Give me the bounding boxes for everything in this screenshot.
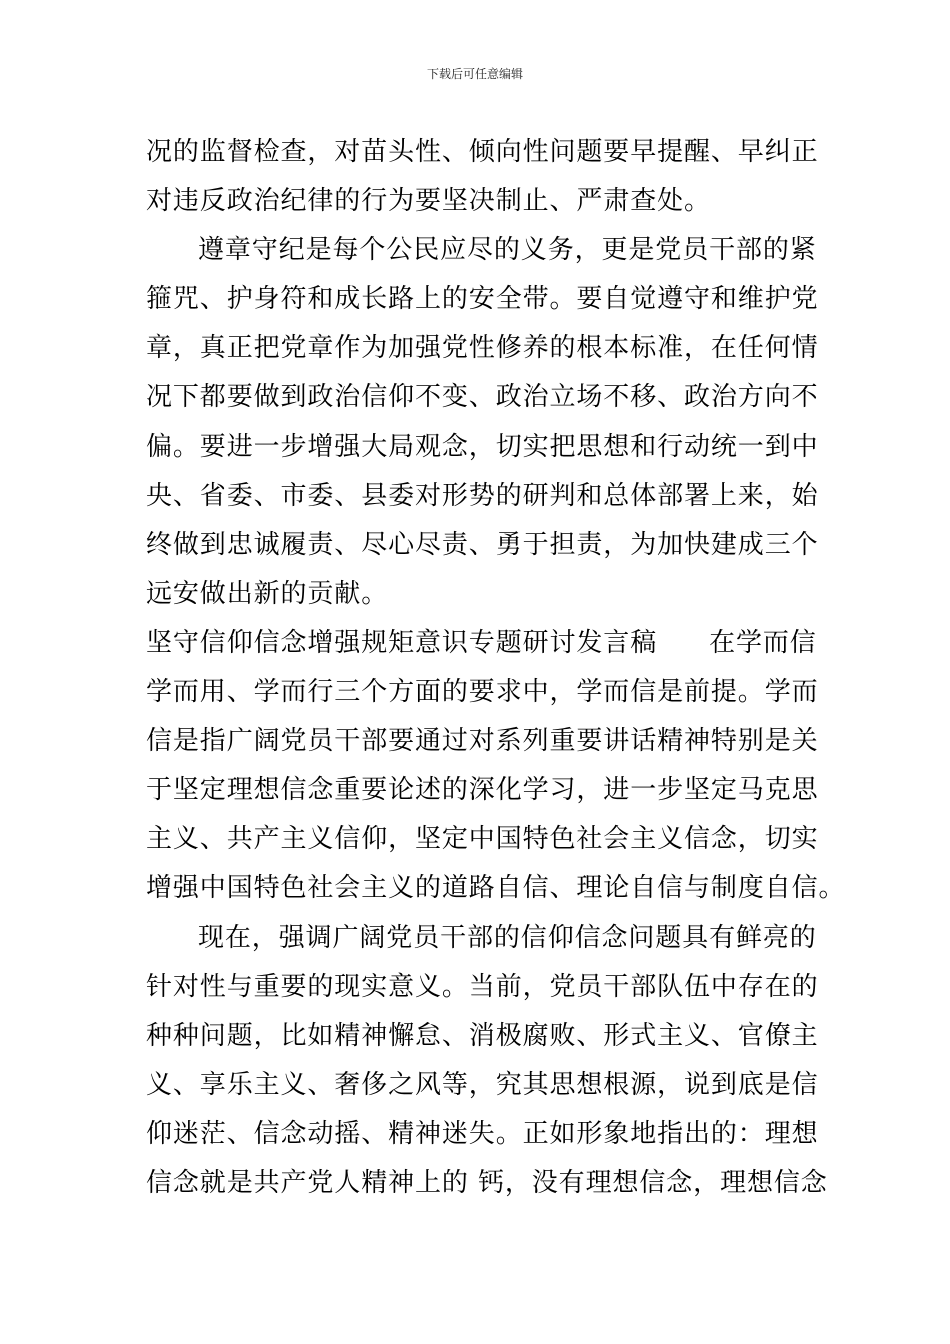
text-line-20: 义、享乐主义、奢侈之风等，究其思想根源，说到底是信 <box>146 1069 819 1100</box>
text-line-22: 信念就是共产党人精神上的 钙，没有理想信念，理想信念 <box>146 1167 828 1198</box>
text-line-14: 于坚定理想信念重要论述的深化学习，进一步坚定马克思 <box>146 775 819 806</box>
text-line-19: 种种问题，比如精神懈怠、消极腐败、形式主义、官僚主 <box>146 1020 819 1051</box>
section-heading: 坚守信仰信念增强规矩意识专题研讨发言稿 <box>146 627 658 658</box>
text-line-18: 针对性与重要的现实意义。当前，党员干部队伍中存在的 <box>146 971 819 1002</box>
text-line-4: 箍咒、护身符和成长路上的安全带。要自觉遵守和维护党 <box>146 284 819 315</box>
text-line-13: 信是指广阔党员干部要通过对系列重要讲话精神特别是关 <box>146 726 819 757</box>
page-header-note: 下载后可任意编辑 <box>426 67 523 81</box>
text-line-21: 仰迷茫、信念动摇、精神迷失。正如形象地指出的：理想 <box>146 1118 819 1149</box>
text-line-2: 对违反政治纪律的行为要坚决制止、严肃查处。 <box>146 186 711 217</box>
text-line-15: 主义、共产主义信仰，坚定中国特色社会主义信念，切实 <box>146 824 819 855</box>
text-line-10: 远安做出新的贡献。 <box>146 578 389 609</box>
text-line-12: 学而用、学而行三个方面的要求中，学而信是前提。学而 <box>146 677 819 708</box>
text-line-16: 增强中国特色社会主义的道路自信、理论自信与制度自信。 <box>146 873 846 904</box>
document-body <box>146 128 846 1208</box>
text-line-9: 终做到忠诚履责、尽心尽责、勇于担责，为加快建成三个 <box>146 529 819 560</box>
text-line-11: 在学而信 <box>709 627 817 658</box>
text-line-17: 现在，强调广阔党员干部的信仰信念问题具有鲜亮的 <box>198 922 817 953</box>
text-line-7: 偏。要进一步增强大局观念，切实把思想和行动统一到中 <box>146 431 819 462</box>
text-line-1: 况的监督检查，对苗头性、倾向性问题要早提醒、早纠正 <box>146 137 819 167</box>
text-line-3: 遵章守纪是每个公民应尽的义务，更是党员干部的紧 <box>198 235 817 266</box>
text-line-8: 央、省委、市委、县委对形势的研判和总体部署上来，始 <box>146 480 819 511</box>
text-line-5: 章，真正把党章作为加强党性修养的根本标准，在任何情 <box>146 333 819 364</box>
text-line-6: 况下都要做到政治信仰不变、政治立场不移、政治方向不 <box>146 382 819 413</box>
heading-line <box>146 619 817 668</box>
